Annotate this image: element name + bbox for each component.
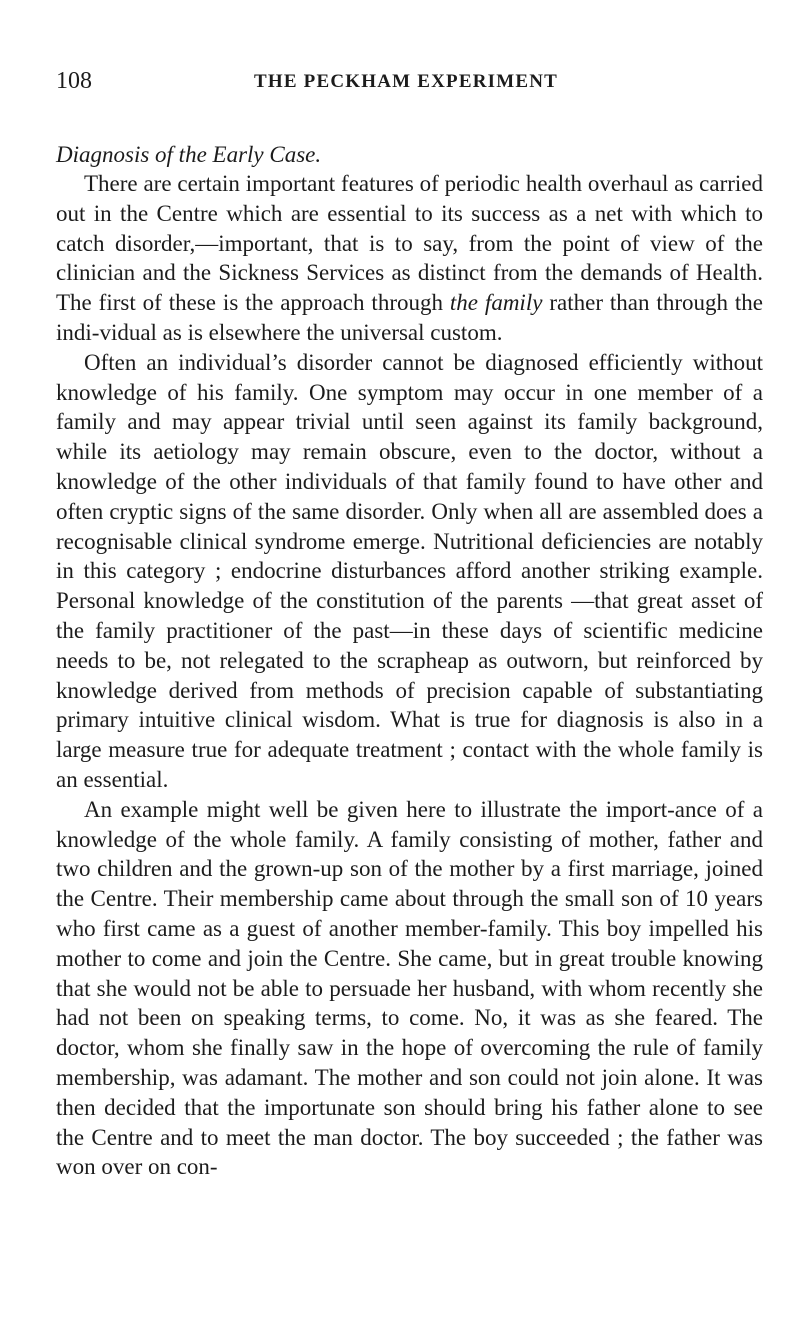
page-number: 108 bbox=[56, 68, 92, 94]
paragraph-1-text-end: rather than through the indi-vidual as is elsewhere the universal custom. bbox=[56, 290, 763, 345]
section-heading: Diagnosis of the Early Case. bbox=[56, 142, 322, 167]
emphasis-the-family: the family bbox=[449, 290, 543, 316]
running-title: THE PECKHAM EXPERIMENT bbox=[254, 71, 559, 92]
book-page bbox=[56, 58, 763, 1182]
running-head bbox=[56, 58, 763, 92]
paragraph-1 bbox=[56, 169, 763, 348]
paragraph-2: Often an individual’s disorder cannot be diagnosed efficiently without knowledge of his family. One symptom may occur in one member of a family and may appear trivial until seen against its family background, while its aetiology may remain obscure, even to the doctor, without a knowledge of the other individuals of that family found to have other and often cryptic signs of the same disorder. Only when all are assembled does a recognisable clinical syndrome emerge. Nutritional deficiencies are notably in this category ; endocrine disturbances afford another striking example. Personal knowledge of the constitution of the parents —that great asset of the family practitioner of the past—in these days of scientific medicine needs to be, not relegated to the scrapheap as outworn, but reinforced by knowledge derived from methods of precision capable of substantiating primary intuitive clinical wisdom. What is true for diagnosis is also in a large measure true for adequate treatment ; contact with the whole family is an essential. bbox=[56, 349, 763, 792]
paragraph-1-text-start: There are certain important features of periodic health overhaul as carried out in the Centre which are essential to its success as a net with which to catch disorder,—important, that is to say, from the point of view of the clinician and the Sickness Services as distinct from the demands of Health. The first of these is the approach through bbox=[56, 171, 763, 316]
paragraph-3: An example might well be given here to illustrate the import-ance of a knowledge of the whole family. A family consisting of mother, father and two children and the grown-up son of the mother by a first marriage, joined the Centre. Their membership came about through the small son of 10 years who first came as a guest of another member-family. This boy impelled his mother to come and join the Centre. She came, but in great trouble knowing that she would not be able to persuade her husband, with whom recently she had not been on speaking terms, to come. No, it was as she feared. The doctor, whom she finally saw in the hope of overcoming the rule of family membership, was adamant. The mother and son could not join alone. It was then decided that the importunate son should bring his father alone to see the Centre and to meet the man doctor. The boy succeeded ; the father was won over on con- bbox=[56, 796, 763, 1180]
